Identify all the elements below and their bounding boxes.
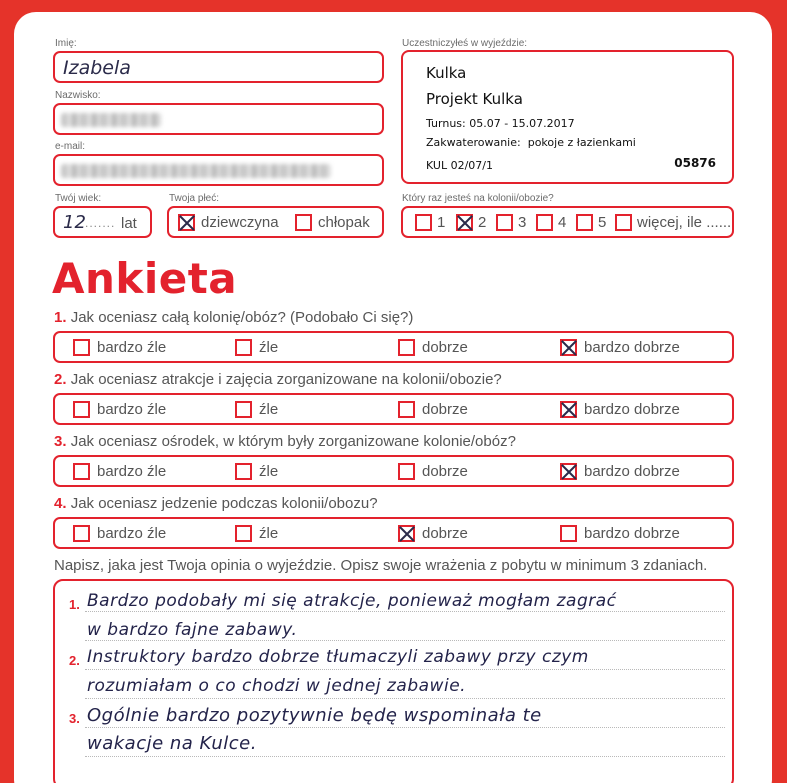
essay-number: 3. <box>69 711 80 726</box>
imie-value: Izabela <box>63 57 131 79</box>
checkbox-q2-opt1[interactable] <box>73 401 90 418</box>
essay-rule <box>85 611 725 612</box>
question-number: 4. <box>54 495 67 512</box>
opt-times-3: 3 <box>518 214 527 231</box>
essay-rule <box>85 698 725 699</box>
essay-rule <box>85 727 725 728</box>
question-number: 1. <box>54 309 67 326</box>
checkbox-q4-opt2[interactable] <box>235 525 252 542</box>
question-3-options <box>53 455 734 487</box>
trip-code: KUL 02/07/1 <box>426 159 493 172</box>
opt-times-5: 5 <box>598 214 607 231</box>
checkbox-times-3[interactable] <box>496 214 513 231</box>
email-field[interactable] <box>53 154 384 186</box>
question-2-options <box>53 393 734 425</box>
rating-option-label: bardzo dobrze <box>584 401 680 418</box>
plec-field <box>167 206 384 238</box>
question-number: 2. <box>54 371 67 388</box>
opt-times-1: 1 <box>437 214 446 231</box>
question-label: Jak oceniasz ośrodek, w którym były zorganizowane kolonie/obóz? <box>70 433 516 450</box>
rating-option-label: dobrze <box>422 401 468 418</box>
rating-option-label: dobrze <box>422 463 468 480</box>
checkbox-times-1[interactable] <box>415 214 432 231</box>
trip-number: 05876 <box>674 156 716 170</box>
checkbox-q4-opt3[interactable] <box>398 525 415 542</box>
checkbox-q2-opt3[interactable] <box>398 401 415 418</box>
checkbox-times-5[interactable] <box>576 214 593 231</box>
trip-zakwaterowanie <box>426 136 636 149</box>
wiek-dots: ....... <box>85 216 116 230</box>
opinion-prompt: Napisz, jaka jest Twoja opinia o wyjeździe. Opisz swoje wrażenia z pobytu w minimum 3 zdaniach. <box>54 557 708 574</box>
checkbox-chlopak[interactable] <box>295 214 312 231</box>
rating-option-label: dobrze <box>422 339 468 356</box>
essay-line: rozumiałam o co chodzi w jednej zabawie. <box>87 676 467 696</box>
question-1-text <box>54 309 413 326</box>
checkbox-q4-opt4[interactable] <box>560 525 577 542</box>
question-4-options <box>53 517 734 549</box>
checkbox-q4-opt1[interactable] <box>73 525 90 542</box>
essay-rule <box>85 640 725 641</box>
checkbox-times-4[interactable] <box>536 214 553 231</box>
essay-line: Ogólnie bardzo pozytywnie będę wspominała te <box>87 705 542 726</box>
essay-number: 2. <box>69 653 80 668</box>
email-redacted <box>61 164 331 178</box>
question-label: Jak oceniasz całą kolonię/obóz? (Podobało Ci się?) <box>70 309 414 326</box>
page-title: Ankieta <box>52 254 238 303</box>
rating-option-label: źle <box>259 339 279 356</box>
checkbox-q3-opt2[interactable] <box>235 463 252 480</box>
label-imie: Imię: <box>55 38 77 49</box>
wiek-field[interactable] <box>53 206 152 238</box>
essay-line: Bardzo podobały mi się atrakcje, ponieważ mogłam zagrać <box>87 591 617 611</box>
opt-times-4: 4 <box>558 214 567 231</box>
opt-times-more: więcej, ile ...... <box>637 214 732 231</box>
essay-line: w bardzo fajne zabawy. <box>87 620 298 640</box>
imie-field[interactable] <box>53 51 384 83</box>
rating-option-label: bardzo źle <box>97 339 167 356</box>
essay-field[interactable] <box>53 579 734 783</box>
rating-option-label: bardzo dobrze <box>584 463 680 480</box>
label-uczestniczyles: Uczestniczyłeś w wyjeździe: <box>402 38 528 49</box>
rating-option-label: źle <box>259 463 279 480</box>
checkbox-q2-opt2[interactable] <box>235 401 252 418</box>
rating-option-label: bardzo dobrze <box>584 339 680 356</box>
trip-line2: Projekt Kulka <box>426 90 523 108</box>
checkbox-q1-opt4[interactable] <box>560 339 577 356</box>
label-nazwisko: Nazwisko: <box>55 90 101 101</box>
checkbox-q1-opt1[interactable] <box>73 339 90 356</box>
wiek-value: 12 <box>63 212 86 233</box>
rating-option-label: dobrze <box>422 525 468 542</box>
rating-option-label: bardzo źle <box>97 463 167 480</box>
label-ktory-raz: Który raz jesteś na kolonii/obozie? <box>402 193 554 204</box>
essay-rule <box>85 756 725 757</box>
rating-option-label: bardzo źle <box>97 525 167 542</box>
nazwisko-field[interactable] <box>53 103 384 135</box>
question-2-text <box>54 371 502 388</box>
opt-dziewczyna: dziewczyna <box>201 214 279 231</box>
rating-option-label: bardzo dobrze <box>584 525 680 542</box>
question-label: Jak oceniasz atrakcje i zajęcia zorganizowane na kolonii/obozie? <box>70 371 502 388</box>
checkbox-q3-opt3[interactable] <box>398 463 415 480</box>
trip-turnus: Turnus: 05.07 - 15.07.2017 <box>426 117 575 130</box>
essay-rule <box>85 669 725 670</box>
wiek-unit: lat <box>121 215 137 232</box>
zakwaterowanie-value: pokoje z łazienkami <box>527 136 636 149</box>
label-wiek: Twój wiek: <box>55 193 102 204</box>
question-label: Jak oceniasz jedzenie podczas kolonii/obozu? <box>70 495 378 512</box>
rating-option-label: źle <box>259 525 279 542</box>
checkbox-q3-opt1[interactable] <box>73 463 90 480</box>
checkbox-times-more[interactable] <box>615 214 632 231</box>
checkbox-q1-opt3[interactable] <box>398 339 415 356</box>
trip-card <box>401 50 734 184</box>
nazwisko-redacted <box>61 113 161 127</box>
checkbox-q2-opt4[interactable] <box>560 401 577 418</box>
checkbox-times-2[interactable] <box>456 214 473 231</box>
checkbox-q1-opt2[interactable] <box>235 339 252 356</box>
label-email: e-mail: <box>55 141 86 152</box>
opt-times-2: 2 <box>478 214 487 231</box>
essay-line: wakacje na Kulce. <box>87 733 257 754</box>
question-number: 3. <box>54 433 67 450</box>
rating-option-label: źle <box>259 401 279 418</box>
essay-number: 1. <box>69 597 80 612</box>
checkbox-q3-opt4[interactable] <box>560 463 577 480</box>
label-plec: Twoja płeć: <box>169 193 220 204</box>
essay-line: Instruktory bardzo dobrze tłumaczyli zabawy przy czym <box>87 647 589 667</box>
trip-line1: Kulka <box>426 64 467 82</box>
question-3-text <box>54 433 516 450</box>
zakwaterowanie-label: Zakwaterowanie: <box>426 136 521 149</box>
question-4-text <box>54 495 378 512</box>
question-1-options <box>53 331 734 363</box>
times-field <box>401 206 734 238</box>
rating-option-label: bardzo źle <box>97 401 167 418</box>
checkbox-dziewczyna[interactable] <box>178 214 195 231</box>
opt-chlopak: chłopak <box>318 214 370 231</box>
